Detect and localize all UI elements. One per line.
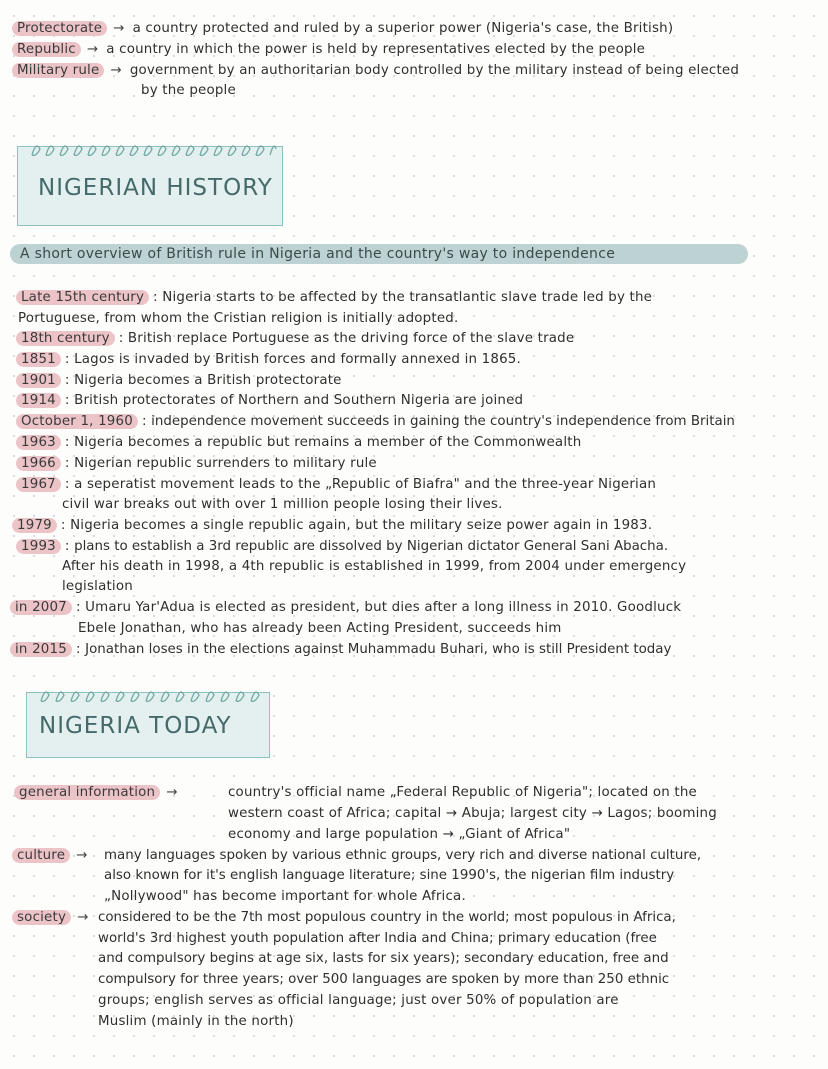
event-date: in 2007	[10, 600, 72, 615]
section-line: Muslim (mainly in the north)	[98, 1014, 294, 1029]
today-title: NIGERIA TODAY	[39, 713, 232, 739]
event-separator: :	[64, 539, 70, 554]
arrow-icon: →	[110, 63, 122, 78]
definition-term: Protectorate	[12, 21, 107, 36]
history-event	[16, 351, 822, 369]
history-event	[16, 538, 822, 556]
section-line: and compulsory begins at age six, lasts for six years); secondary education, free and	[98, 951, 669, 966]
event-date: 1901	[16, 373, 61, 388]
history-event	[12, 517, 822, 535]
event-text: Nigerian republic surrenders to military rule	[74, 456, 377, 471]
definition-continuation: by the people	[141, 83, 236, 98]
definition-row	[12, 20, 822, 38]
event-date: in 2015	[10, 642, 72, 657]
event-date: 1966	[16, 456, 61, 471]
event-text: Nigeria becomes a single republic again, but the military seize power again in 1983.	[70, 518, 653, 533]
event-date: 1914	[16, 393, 61, 408]
event-separator: :	[64, 352, 70, 367]
event-text: a seperatist movement leads to the „Republic of Biafra" and the three-year Nigerian	[74, 477, 657, 492]
today-title-box	[26, 692, 270, 758]
section-line: „Nollywood" has become important for whole Africa.	[104, 889, 466, 904]
section-line: compulsory for three years; over 500 languages are spoken by more than 250 ethnic	[98, 972, 670, 987]
event-date: 1963	[16, 435, 61, 450]
section-line: economy and large population → „Giant of Africa"	[228, 827, 571, 842]
section-term: culture	[12, 848, 70, 863]
event-date: 1851	[16, 352, 61, 367]
section-line: also known for it's english language literature; sine 1990's, the nigerian film industry	[104, 868, 675, 883]
event-continuation: After his death in 1998, a 4th republic is established in 1999, from 2004 under emergency	[62, 559, 687, 574]
event-separator: :	[141, 414, 147, 429]
definition-row	[12, 62, 822, 80]
definition-text: government by an authoritarian body controlled by the military instead of being elected	[129, 63, 740, 78]
event-separator: :	[64, 456, 70, 471]
event-date: 1979	[12, 518, 57, 533]
definition-term: Republic	[12, 42, 81, 57]
event-separator: :	[64, 435, 70, 450]
spiral-binding-icon	[28, 137, 278, 159]
section-term: general information	[14, 785, 160, 800]
history-subtitle: A short overview of British rule in Nigeria and the country's way to independence	[10, 244, 748, 264]
event-text: Nigeria becomes a British protectorate	[74, 373, 342, 388]
history-event	[16, 392, 822, 410]
spiral-binding-icon	[37, 683, 269, 705]
event-date: October 1, 1960	[16, 414, 138, 429]
event-text: British replace Portuguese as the driving force of the slave trade	[127, 331, 575, 346]
event-separator: :	[64, 477, 70, 492]
event-separator: :	[153, 290, 158, 305]
event-separator: :	[118, 331, 124, 346]
section-line: country's official name „Federal Republic of Nigeria"; located on the	[228, 785, 697, 800]
history-title: NIGERIAN HISTORY	[38, 175, 273, 201]
event-text: Lagos is invaded by British forces and formally annexed in 1865.	[74, 352, 521, 367]
section-line: world's 3rd highest youth population after India and China; primary education (free	[98, 931, 657, 946]
section-line: groups; english serves as official language; just over 50% of population are	[98, 993, 619, 1008]
history-event	[16, 372, 822, 390]
arrow-icon: →	[113, 21, 125, 36]
event-separator: :	[75, 642, 81, 657]
arrow-icon: →	[77, 910, 89, 925]
definition-term: Military rule	[12, 63, 104, 78]
history-event	[16, 330, 822, 348]
history-event	[10, 599, 822, 617]
history-event	[16, 289, 822, 307]
event-separator: :	[64, 373, 70, 388]
arrow-icon: →	[76, 848, 88, 863]
event-continuation: civil war breaks out with over 1 million people losing their lives.	[62, 497, 503, 512]
event-text: plans to establish a 3rd republic are dissolved by Nigerian dictator General Sani Abacha.	[74, 539, 669, 554]
history-event	[16, 434, 822, 452]
event-separator: :	[75, 600, 81, 615]
arrow-icon: →	[86, 42, 99, 57]
event-separator: :	[60, 518, 66, 533]
section-term: society	[12, 910, 71, 925]
event-text: British protectorates of Northern and Southern Nigeria are joined	[74, 393, 524, 408]
event-text: independence movement succeeds in gaining the country's independence from Britain	[151, 414, 735, 429]
event-continuation: Portuguese, from whom the Cristian religion is initially adopted.	[18, 311, 459, 326]
event-text: Jonathan loses in the elections against Muhammadu Buhari, who is still President today	[85, 642, 672, 657]
definition-text: a country in which the power is held by representatives elected by the people	[106, 42, 646, 57]
event-continuation: legislation	[62, 579, 133, 594]
history-title-box	[17, 146, 283, 226]
arrow-icon: →	[166, 785, 178, 800]
event-date: 1993	[16, 539, 61, 554]
section-line: western coast of Africa; capital → Abuja; largest city → Lagos; booming	[228, 806, 717, 821]
event-separator: :	[64, 393, 70, 408]
history-event	[16, 455, 822, 473]
event-date: 1967	[16, 477, 61, 492]
event-continuation: Ebele Jonathan, who has already been Acting President, succeeds him	[78, 621, 562, 636]
definition-row	[12, 41, 822, 59]
event-text: Nigeria becomes a republic but remains a member of the Commonwealth	[74, 435, 582, 450]
history-event	[10, 641, 822, 659]
definition-text: a country protected and ruled by a superior power (Nigeria's case, the British)	[132, 21, 674, 36]
event-text: Nigeria starts to be affected by the transatlantic slave trade led by the	[162, 290, 653, 305]
section-line: many languages spoken by various ethnic groups, very rich and diverse national culture,	[104, 848, 702, 863]
event-date: Late 15th century	[16, 290, 149, 305]
event-text: Umaru Yar'Adua is elected as president, but dies after a long illness in 2010. Goodluck	[85, 600, 682, 615]
event-date: 18th century	[16, 331, 115, 346]
section-line: considered to be the 7th most populous country in the world; most populous in Africa,	[98, 910, 676, 925]
history-event	[16, 476, 822, 494]
history-event	[16, 413, 822, 431]
